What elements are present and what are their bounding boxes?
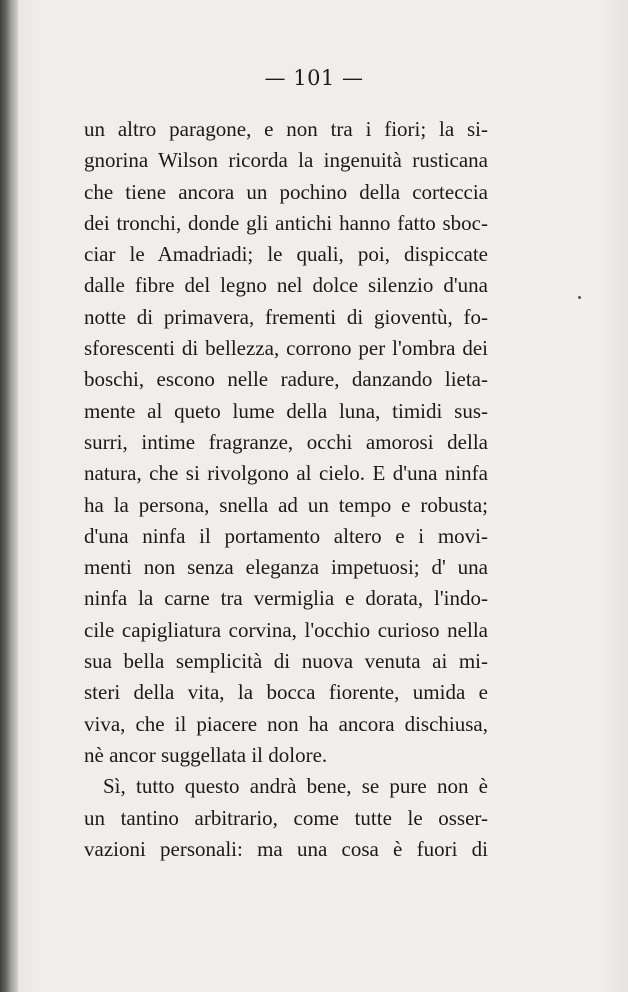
text-line: surri, intime fragranze, occhi amorosi della <box>84 429 488 454</box>
text-line: natura, che si rivolgono al cielo. E d'una ninfa <box>84 461 488 486</box>
text-line: steri della vita, la bocca fiorente, umida e <box>84 680 488 705</box>
text-line: dalle fibre del legno nel dolce silenzio d'una <box>84 273 488 298</box>
text-line: ha la persona, snella ad un tempo e robusta; <box>84 492 488 517</box>
text-line: boschi, escono nelle radure, danzando lieta- <box>84 367 488 392</box>
text-line: dei tronchi, donde gli antichi hanno fatto sboc- <box>84 210 488 235</box>
text-line: che tiene ancora un pochino della corteccia <box>84 179 488 204</box>
text-line: un tantino arbitrario, come tutte le osser- <box>84 805 488 830</box>
text-line: viva, che il piacere non ha ancora dischiusa, <box>84 711 488 736</box>
text-line: un altro paragone, e non tra i fiori; la si- <box>84 117 488 141</box>
text-line: vazioni personali: ma una cosa è fuori di <box>84 836 488 861</box>
page-binding-shadow <box>0 0 18 992</box>
text-line: cile capigliatura corvina, l'occhio curioso nella <box>84 617 488 642</box>
text-line: ninfa la carne tra vermiglia e dorata, l'indo- <box>84 586 488 611</box>
text-line: menti non senza eleganza impetuosi; d' una <box>84 555 488 580</box>
paragraph-start-line: Sì, tutto questo andrà bene, se pure non è <box>103 774 488 799</box>
page-number: — 101 — <box>264 66 364 90</box>
text-line: gnorina Wilson ricorda la ingenuità rusticana <box>84 148 488 173</box>
text-line: mente al queto lume della luna, timidi sus- <box>84 398 488 423</box>
text-line: ciar le Amadriadi; le quali, poi, dispiccate <box>84 242 488 267</box>
paragraph-end-line: nè ancor suggellata il dolore. <box>84 742 328 767</box>
body-text <box>84 114 488 865</box>
text-line: sforescenti di bellezza, corrono per l'ombra dei <box>84 336 488 361</box>
text-line: sua bella semplicità di nuova venuta ai mi- <box>84 649 488 674</box>
paper-speck <box>578 296 581 299</box>
text-line: notte di primavera, frementi di gioventù, fo- <box>84 304 488 329</box>
text-line: d'una ninfa il portamento altero e i movi- <box>84 523 488 548</box>
